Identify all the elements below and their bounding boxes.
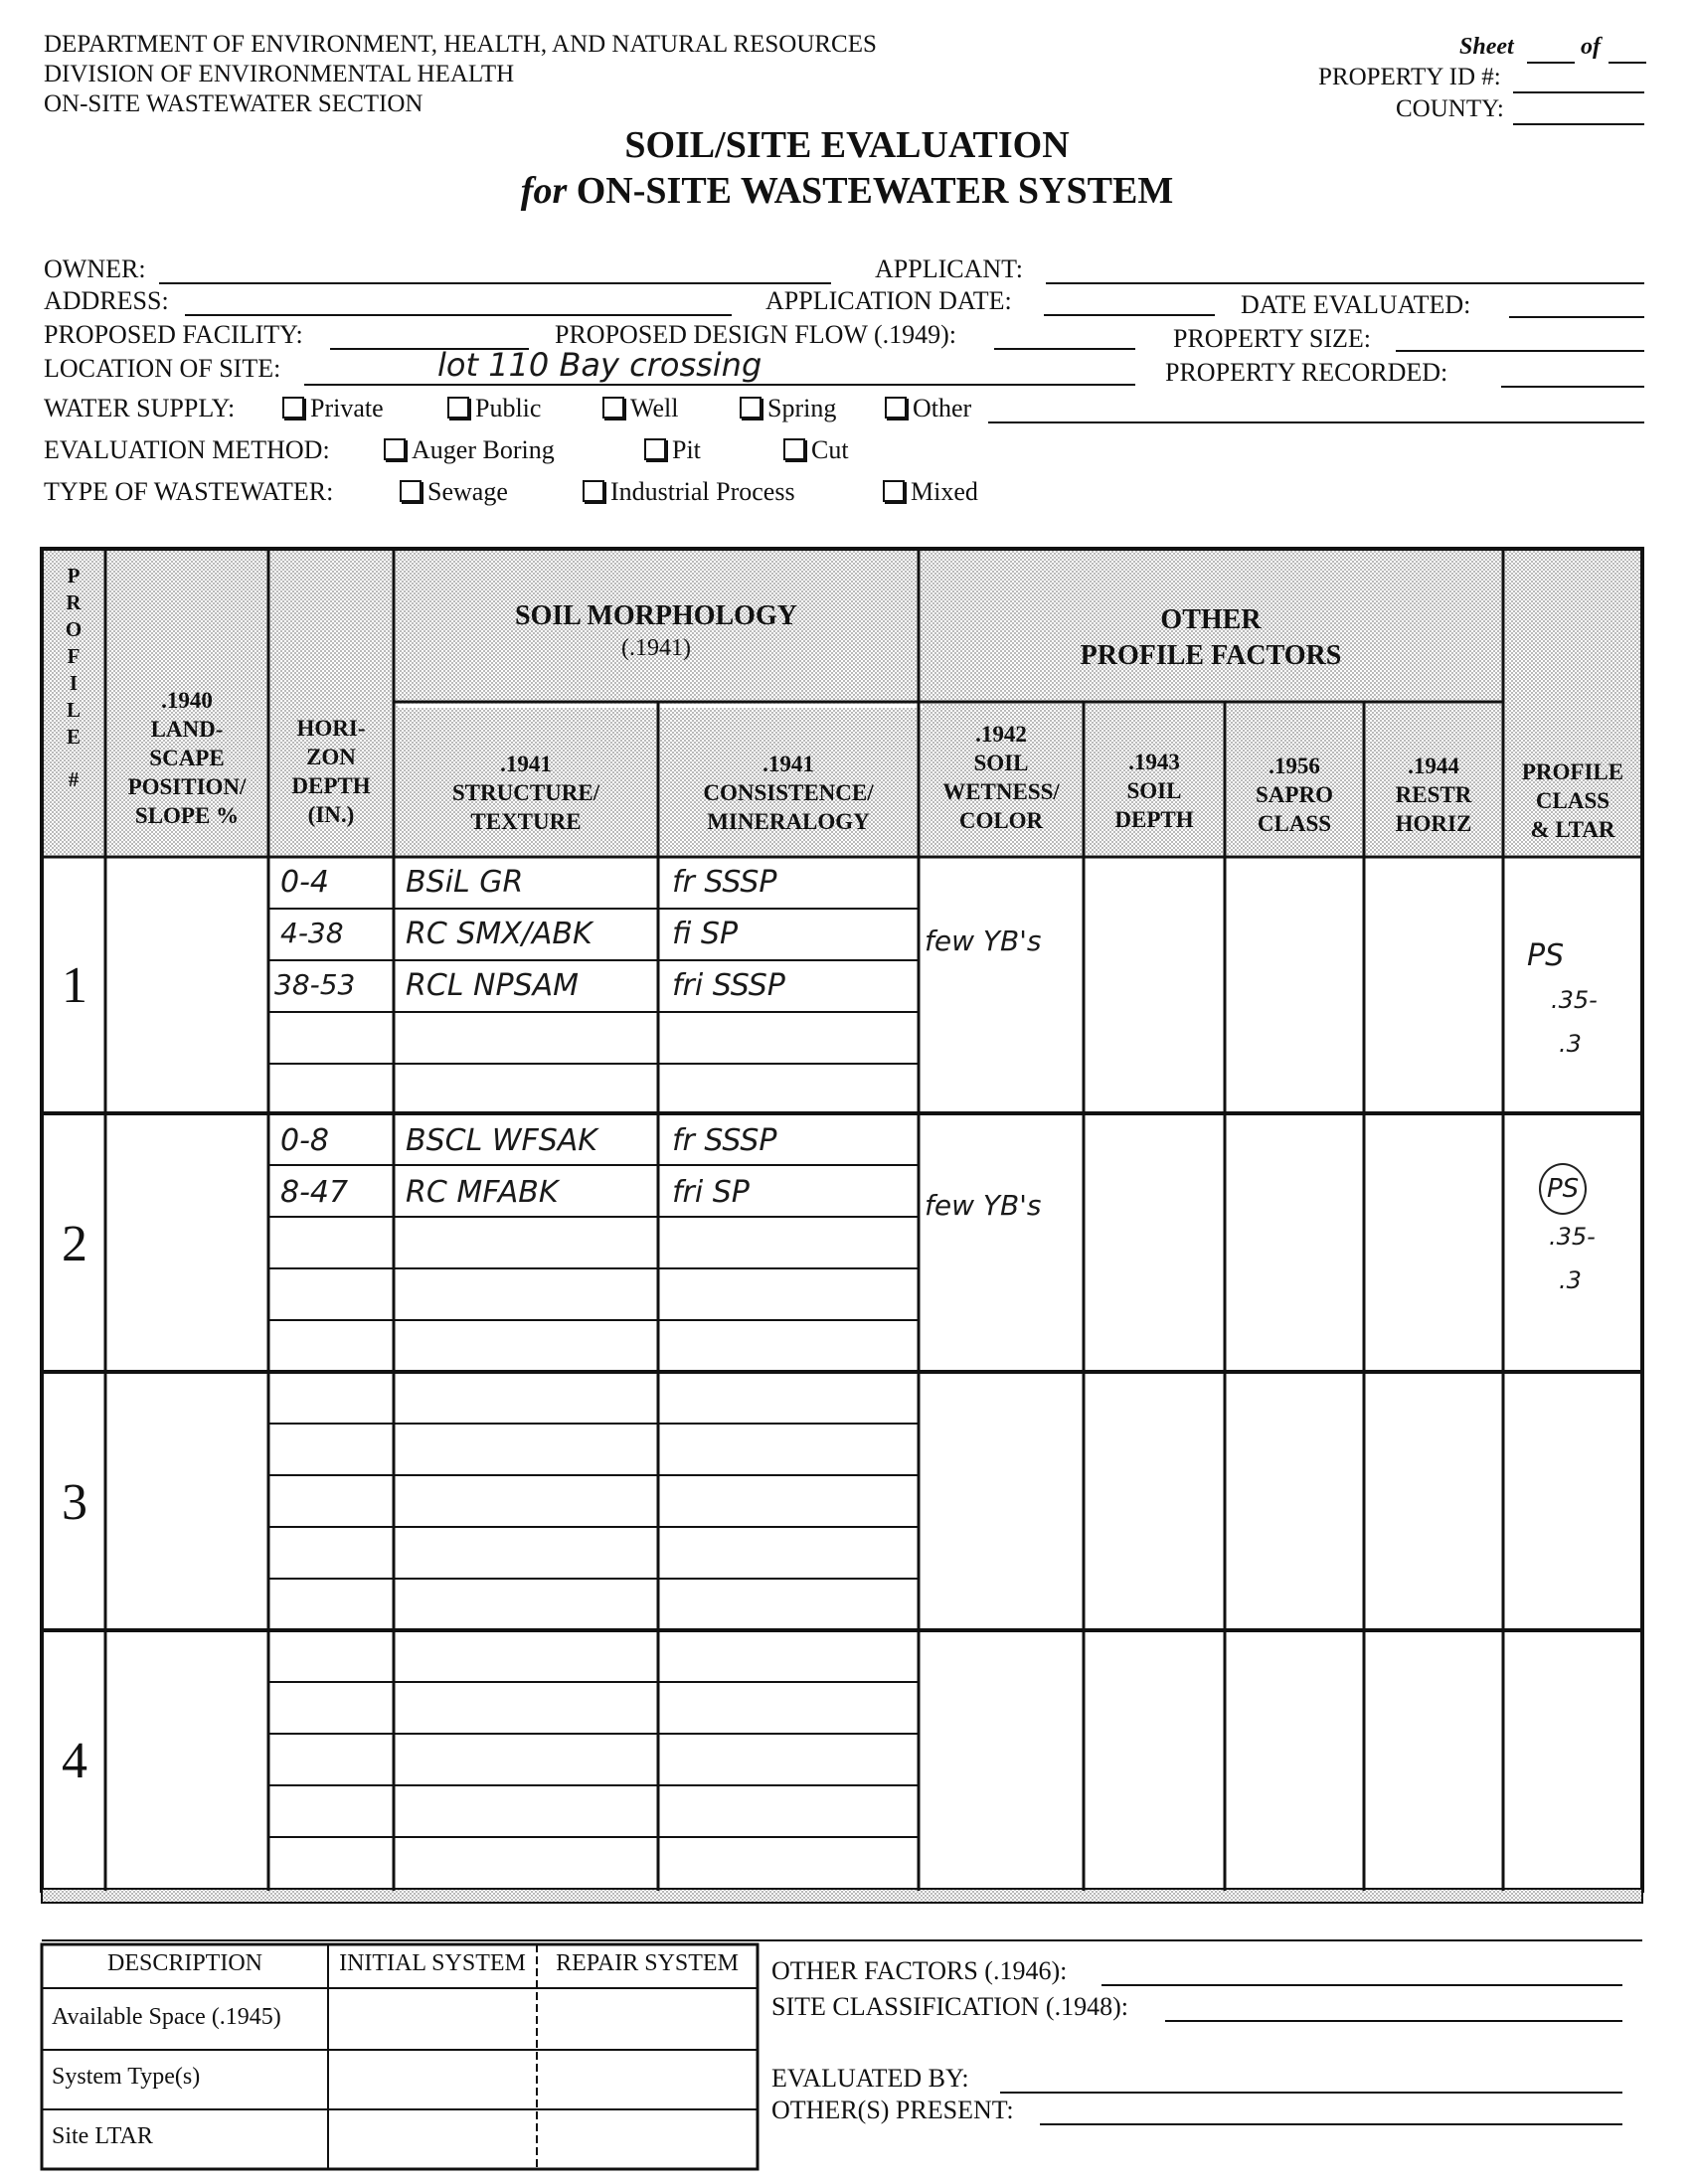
- sapro-h: SAPRO: [1256, 782, 1333, 807]
- water-other-label: Other: [913, 394, 972, 422]
- owner-label: OWNER:: [44, 254, 146, 283]
- horizon-depth[interactable]: 4-38: [280, 917, 344, 949]
- landscape-h: .1940: [161, 688, 213, 713]
- profile-letter: I: [69, 671, 79, 695]
- wastewater-type-label: TYPE OF WASTEWATER:: [44, 477, 334, 506]
- landscape-h: SLOPE %: [134, 803, 240, 828]
- horizon-depth[interactable]: 0-8: [280, 1123, 329, 1158]
- ltar-value: .35-: [1551, 986, 1598, 1014]
- others-present-field[interactable]: [1040, 2123, 1622, 2125]
- profile-number: 3: [62, 1474, 87, 1531]
- consistence-mineralogy[interactable]: fi SP: [672, 917, 739, 951]
- profile-class-h: CLASS: [1535, 788, 1610, 813]
- of-label: of: [1581, 34, 1601, 60]
- restr-h: .1944: [1408, 754, 1459, 778]
- profile-number: 4: [62, 1733, 87, 1789]
- location-value: lot 110 Bay crossing: [437, 346, 762, 384]
- applicant-label: APPLICANT:: [875, 254, 1023, 283]
- consistence-mineralogy[interactable]: fr SSSP: [672, 865, 777, 900]
- consistence-mineralogy[interactable]: fri SSSP: [672, 968, 785, 1003]
- profile-letter: #: [68, 767, 80, 791]
- profile-letter: O: [65, 617, 83, 641]
- subtitle-rest: ON-SITE WASTEWATER SYSTEM: [576, 170, 1174, 212]
- horizon-depth[interactable]: 38-53: [274, 968, 356, 1001]
- water-spring-label: Spring: [767, 394, 837, 422]
- soil-wetness-color[interactable]: few YB's: [925, 924, 1042, 957]
- available-space-label: Available Space (.1945): [52, 2004, 281, 2030]
- profile-number: 2: [62, 1216, 87, 1272]
- system-type-label: System Type(s): [52, 2064, 201, 2090]
- property-size-label: PROPERTY SIZE:: [1173, 324, 1371, 353]
- profile-class-value: PS: [1539, 1163, 1587, 1215]
- consistence-h: .1941: [762, 752, 814, 776]
- soil-depth-h: DEPTH: [1114, 807, 1194, 832]
- water-supply-label: WATER SUPPLY:: [44, 394, 236, 422]
- soil-depth-h: .1943: [1128, 750, 1180, 774]
- evaluated-by-label: EVALUATED BY:: [771, 2064, 969, 2093]
- profile-class-value: PS: [1527, 938, 1565, 973]
- description-header: DESCRIPTION: [106, 1950, 262, 1976]
- wetness-h: WETNESS/: [942, 779, 1060, 804]
- other-factors-field[interactable]: [1101, 1984, 1622, 1986]
- other-factors-label: OTHER FACTORS (.1946):: [771, 1956, 1068, 1985]
- soil-morph-code: (.1941): [621, 635, 691, 661]
- ww-sewage-label: Sewage: [427, 477, 508, 506]
- site-classification-label: SITE CLASSIFICATION (.1948):: [771, 1992, 1128, 2021]
- wetness-h: .1942: [975, 722, 1027, 747]
- initial-available-space-cell[interactable]: [330, 1990, 535, 2048]
- horizon-h: DEPTH: [291, 773, 371, 798]
- proposed-facility-label: PROPOSED FACILITY:: [44, 320, 303, 349]
- water-well-label: Well: [630, 394, 679, 422]
- sapro-h: .1956: [1269, 754, 1320, 778]
- property-recorded-label: PROPERTY RECORDED:: [1165, 358, 1448, 387]
- design-flow-label: PROPOSED DESIGN FLOW (.1949):: [555, 320, 956, 349]
- application-date-label: APPLICATION DATE:: [765, 286, 1012, 315]
- dept-line-3: ON-SITE WASTEWATER SECTION: [44, 90, 424, 117]
- site-classification-field[interactable]: [1165, 2020, 1622, 2022]
- ltar-value: .3: [1559, 1266, 1582, 1294]
- soil-wetness-color[interactable]: few YB's: [925, 1189, 1042, 1222]
- property-id-label: PROPERTY ID #:: [1318, 64, 1501, 90]
- other-factors-h: OTHER: [1160, 604, 1262, 635]
- restr-h: RESTR: [1395, 782, 1472, 807]
- horizon-depth[interactable]: 8-47: [280, 1175, 349, 1210]
- initial-system-header: INITIAL SYSTEM: [339, 1950, 526, 1976]
- eval-cut-label: Cut: [811, 435, 849, 464]
- wetness-h: SOIL: [973, 751, 1029, 775]
- eval-pit-label: Pit: [672, 435, 701, 464]
- site-ltar-label: Site LTAR: [52, 2123, 153, 2149]
- structure-texture[interactable]: BSCL WFSAK: [406, 1123, 597, 1158]
- ltar-value: .3: [1559, 1030, 1582, 1058]
- structure-h: TEXTURE: [470, 809, 582, 834]
- soil-morph-title: SOIL MORPHOLOGY: [515, 600, 797, 631]
- page-title: SOIL/SITE EVALUATION: [624, 124, 1070, 166]
- landscape-h: SCAPE: [149, 746, 225, 770]
- structure-texture[interactable]: RCL NPSAM: [406, 968, 580, 1003]
- horizon-h: (IN.): [307, 802, 355, 827]
- profile-number: 1: [62, 957, 87, 1014]
- water-private-label: Private: [310, 394, 384, 422]
- soil-depth-h: SOIL: [1126, 778, 1182, 803]
- structure-h: .1941: [500, 752, 552, 776]
- profile-class-h: & LTAR: [1530, 817, 1615, 842]
- repair-system-header: REPAIR SYSTEM: [556, 1950, 739, 1976]
- dept-line-1: DEPARTMENT OF ENVIRONMENT, HEALTH, AND NATURAL RESOURCES: [44, 31, 877, 58]
- profile-letter: P: [67, 564, 81, 588]
- eval-auger-label: Auger Boring: [412, 435, 555, 464]
- profile-letter: R: [66, 590, 82, 614]
- profile-letter: E: [66, 725, 81, 749]
- repair-site-ltar-cell[interactable]: [539, 2111, 756, 2167]
- sheet-label: Sheet: [1459, 34, 1514, 60]
- ww-industrial-label: Industrial Process: [610, 477, 795, 506]
- initial-system-type-cell[interactable]: [330, 2052, 535, 2107]
- location-label: LOCATION OF SITE:: [44, 354, 281, 383]
- date-evaluated-label: DATE EVALUATED:: [1241, 290, 1471, 319]
- others-present-label: OTHER(S) PRESENT:: [771, 2096, 1014, 2124]
- consistence-h: MINERALOGY: [707, 809, 870, 834]
- structure-texture[interactable]: RC MFABK: [406, 1175, 559, 1210]
- structure-texture[interactable]: BSiL GR: [406, 865, 524, 900]
- sapro-h: CLASS: [1257, 811, 1332, 836]
- other-factors-h: PROFILE FACTORS: [1080, 640, 1342, 671]
- evaluated-by-field[interactable]: [1000, 2092, 1622, 2094]
- horizon-h: HORI-: [296, 716, 366, 741]
- profile-letter: L: [66, 698, 81, 722]
- wetness-h: COLOR: [958, 808, 1044, 833]
- horizon-h: ZON: [306, 745, 356, 769]
- structure-texture[interactable]: RC SMX/ABK: [406, 917, 593, 951]
- address-label: ADDRESS:: [44, 286, 169, 315]
- ww-mixed-label: Mixed: [911, 477, 978, 506]
- landscape-h: POSITION/: [127, 774, 247, 799]
- repair-available-space-cell[interactable]: [539, 1990, 756, 2048]
- initial-site-ltar-cell[interactable]: [330, 2111, 535, 2167]
- consistence-mineralogy[interactable]: fr SSSP: [672, 1123, 777, 1158]
- water-public-label: Public: [475, 394, 542, 422]
- evaluation-method-label: EVALUATION METHOD:: [44, 435, 330, 464]
- profile-letter: F: [67, 644, 81, 668]
- horizon-depth[interactable]: 0-4: [280, 865, 329, 900]
- dept-line-2: DIVISION OF ENVIRONMENTAL HEALTH: [44, 61, 515, 87]
- repair-system-type-cell[interactable]: [539, 2052, 756, 2107]
- profile-class-h: PROFILE: [1521, 759, 1624, 784]
- restr-h: HORIZ: [1395, 811, 1472, 836]
- county-label: COUNTY:: [1396, 95, 1504, 122]
- consistence-h: CONSISTENCE/: [703, 780, 874, 805]
- landscape-h: LAND-: [150, 717, 224, 742]
- subtitle-for: for: [520, 170, 568, 212]
- structure-h: STRUCTURE/: [451, 780, 600, 805]
- consistence-mineralogy[interactable]: fri SP: [672, 1175, 750, 1210]
- ltar-value: .35-: [1549, 1223, 1596, 1251]
